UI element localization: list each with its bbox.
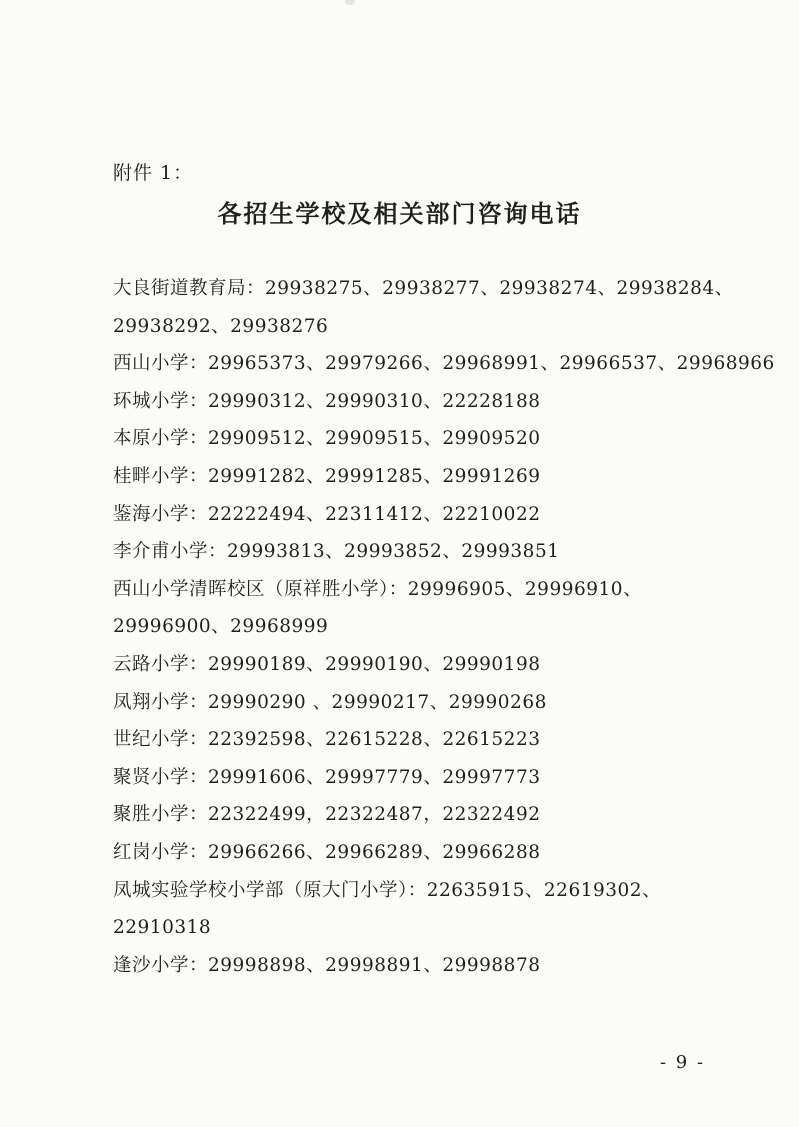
scan-edge-mark (345, 0, 355, 5)
contact-line: 西山小学：29965373、29979266、29968991、29966537、29968966 (113, 353, 775, 375)
contact-line: 李介甫小学：29993813、29993852、29993851 (113, 541, 560, 563)
contact-line: 世纪小学：22392598、22615228、22615223 (113, 729, 541, 751)
contact-line: 29938292、29938276 (113, 315, 329, 337)
contact-line: 29996900、29968999 (113, 616, 329, 638)
contact-line: 聚贤小学：29991606、29997779、29997773 (113, 766, 541, 788)
contact-line: 逢沙小学：29998898、29998891、29998878 (113, 954, 541, 976)
contact-line: 桂畔小学：29991282、29991285、29991269 (113, 465, 541, 487)
contact-line: 本原小学：29909512、29909515、29909520 (113, 428, 541, 450)
attachment-label: 附件 1： (113, 162, 194, 184)
contact-line: 红岗小学：29966266、29966289、29966288 (113, 841, 541, 863)
contact-line: 凤城实验学校小学部（原大门小学）：22635915、22619302、 (113, 879, 662, 901)
contact-line: 聚胜小学：22322499，22322487，22322492 (113, 804, 541, 826)
contact-list (113, 270, 775, 984)
contact-line: 22910318 (113, 917, 212, 939)
contact-line: 凤翔小学：29990290 、29990217、29990268 (113, 691, 547, 713)
contact-line: 大良街道教育局：29938275、29938277、29938274、29938284、 (113, 278, 734, 299)
contact-line: 环城小学：29990312、29990310、22228188 (113, 390, 541, 412)
page-title: 各招生学校及相关部门咨询电话 (217, 200, 582, 228)
contact-line: 鉴海小学：22222494、22311412、22210022 (113, 503, 541, 525)
contact-line: 西山小学清晖校区（原祥胜小学）：29996905、29996910、 (113, 578, 643, 600)
contact-line: 云路小学：29990189、29990190、29990198 (113, 653, 541, 675)
page-number: - 9 - (660, 1052, 706, 1073)
